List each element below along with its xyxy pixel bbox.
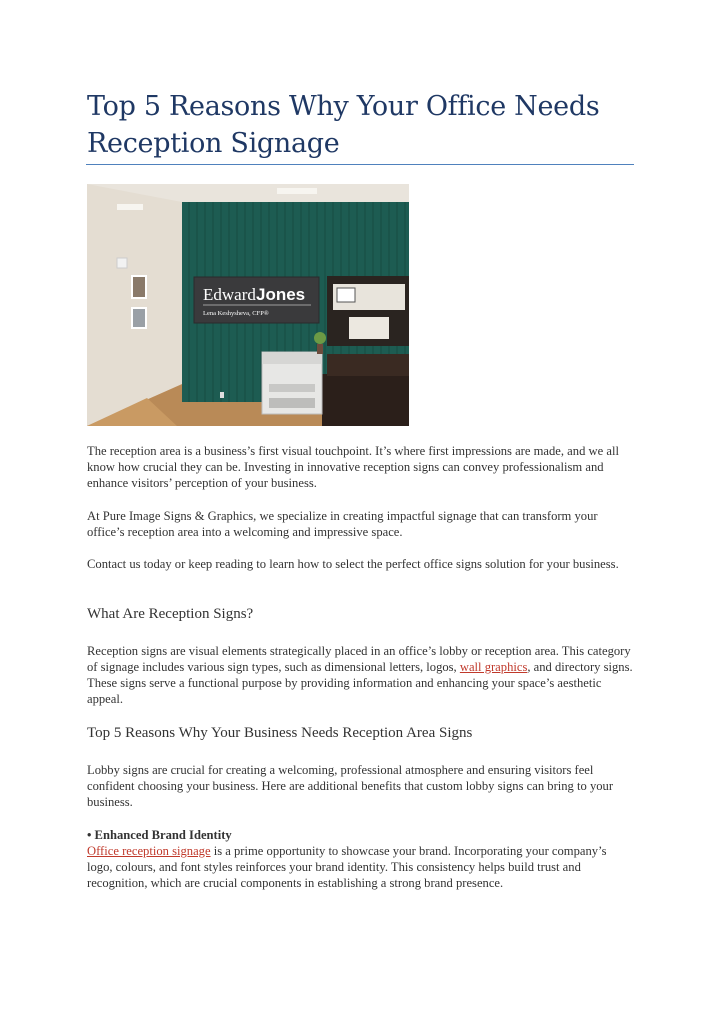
office-reception-signage-link[interactable]: Office reception signage xyxy=(87,844,211,858)
page-title: Top 5 Reasons Why Your Office Needs Reception Signage xyxy=(87,91,600,159)
section-heading-top-5: Top 5 Reasons Why Your Business Needs Reception Area Signs xyxy=(87,725,473,741)
reception-photo-illustration xyxy=(87,184,409,426)
reception-photo xyxy=(87,184,409,426)
specialize-paragraph: At Pure Image Signs & Graphics, we specialize in creating impactful signage that can transform your office’s reception area into a welcoming and impressive space. xyxy=(87,509,598,539)
section-heading-what-are: What Are Reception Signs? xyxy=(87,606,254,622)
wall-graphics-link[interactable]: wall graphics xyxy=(459,660,528,674)
sign-brand-left: Edward xyxy=(203,285,256,304)
lobby-signs-paragraph: Lobby signs are crucial for creating a welcoming, professional atmosphere and ensuring visitors feel confident choosing your business. Here are additional benefits that custom lobby signs can bring to your business. xyxy=(87,763,614,809)
reception-signs-text-after: , and directory signs. These signs serve a functional purpose by providing information and enhancing your space’s aesthetic appeal. xyxy=(87,660,633,706)
title-underline-rule xyxy=(86,164,634,165)
brand-identity-text: is a prime opportunity to showcase your brand. Incorporating your company’s logo, colours, and font styles reinforces your brand identity. This consistency helps build trust and recognition, which are crucial components in establishing a strong brand presence. xyxy=(87,844,607,890)
contact-paragraph: Contact us today or keep reading to learn how to select the perfect office signs solution for your business. xyxy=(87,557,619,571)
bullet-enhanced-brand-identity: • Enhanced Brand Identity xyxy=(87,828,232,842)
sign-brand-right: Jones xyxy=(256,285,306,304)
reception-signs-paragraph xyxy=(87,643,635,707)
sign-subtitle: Lena Keshysheva, CFP® xyxy=(203,310,269,317)
reception-signs-text-before: Reception signs are visual elements strategically placed in an office’s lobby or reception area. This category of signage includes various sign types, such as dimensional letters, logos, xyxy=(87,644,631,674)
intro-paragraph: The reception area is a business’s first visual touchpoint. It’s where first impressions are made, and we all know how crucial they can be. Investing in innovative reception signs can convey professionalism and enhance visitors’ perception of your business. xyxy=(87,444,619,490)
brand-identity-paragraph xyxy=(87,843,635,891)
